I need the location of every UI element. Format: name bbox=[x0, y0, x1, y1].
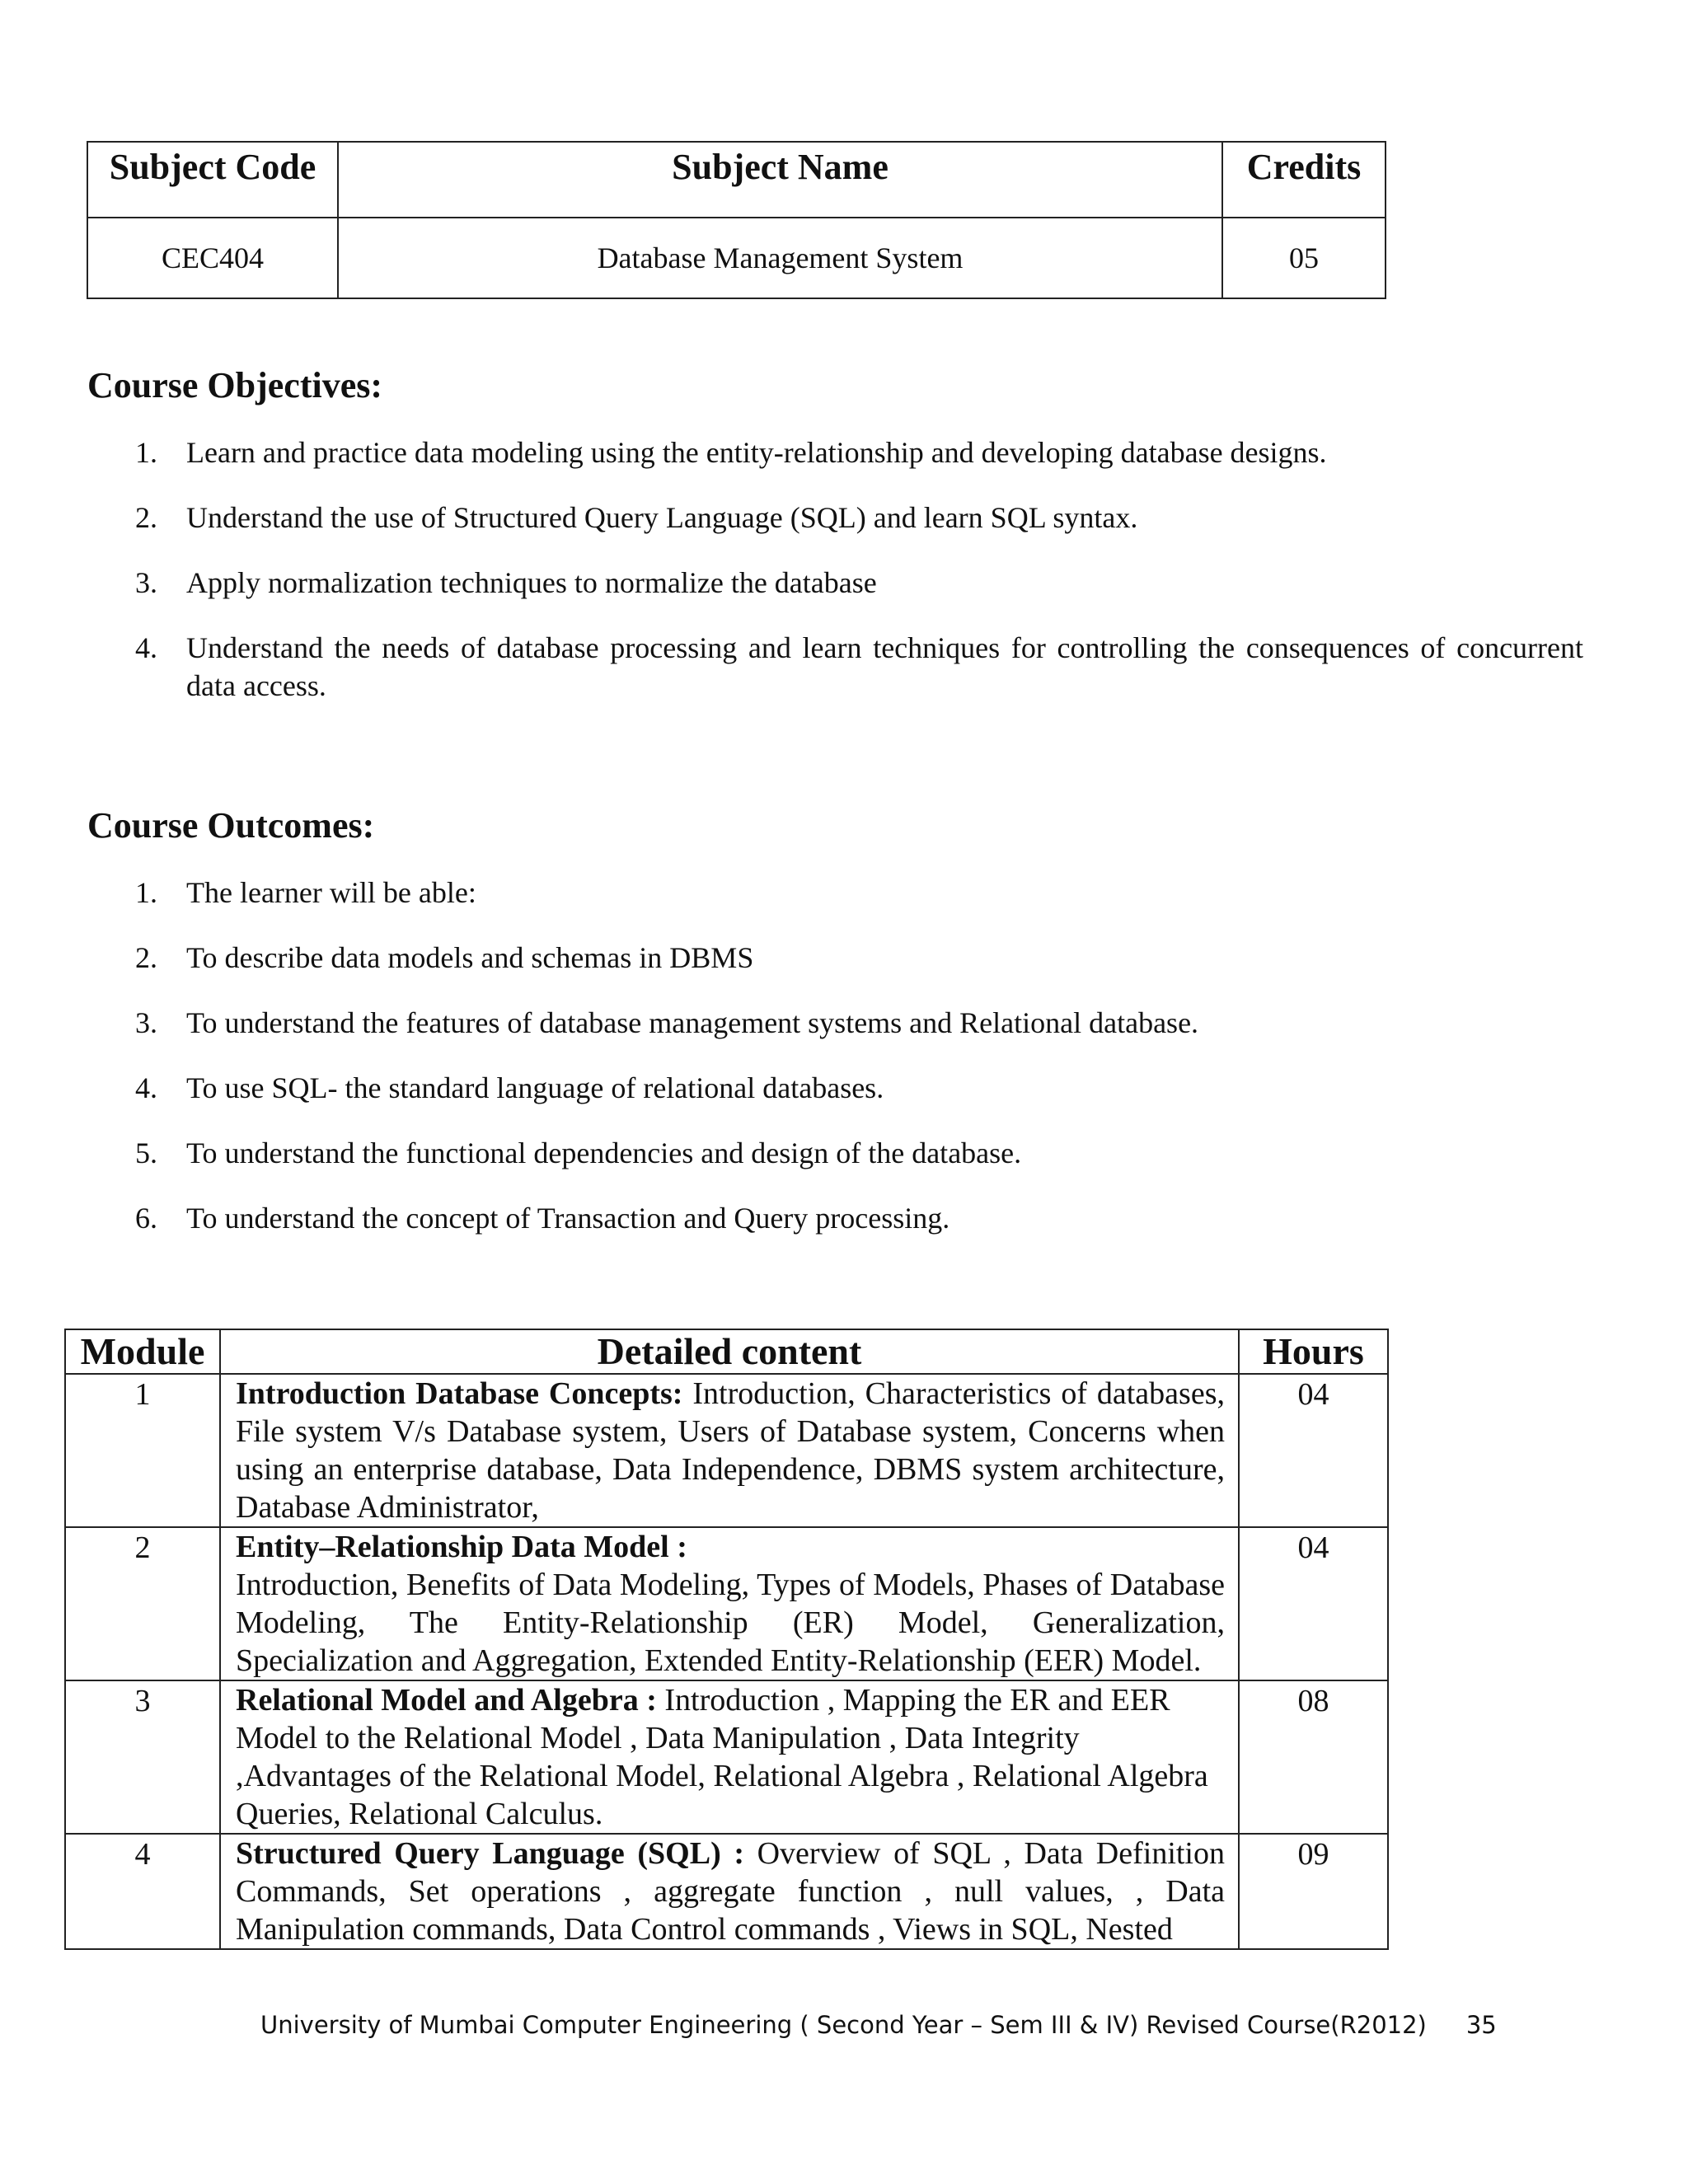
list-item bbox=[87, 1199, 1583, 1237]
list-text: The learner will be able: bbox=[186, 876, 476, 909]
module-table-header bbox=[65, 1329, 1388, 1374]
list-text: To understand the features of database management systems and Relational database. bbox=[186, 1006, 1199, 1039]
header-detailed-content: Detailed content bbox=[220, 1329, 1239, 1374]
list-item bbox=[87, 629, 1583, 705]
table-row bbox=[65, 1680, 1388, 1834]
list-number: 5. bbox=[135, 1137, 157, 1169]
module-content bbox=[220, 1374, 1239, 1527]
module-heading: Structured Query Language (SQL) : bbox=[236, 1836, 744, 1871]
course-outcomes-title: Course Outcomes: bbox=[87, 805, 375, 846]
list-number: 4. bbox=[135, 631, 157, 664]
list-number: 2. bbox=[135, 941, 157, 974]
module-text: Overview of SQL , Data Definition Commands, Set operations , aggregate function , null values, , Data Manipulation commands, Data Control commands , Views in SQL, Nested bbox=[236, 1836, 1225, 1947]
module-number: 1 bbox=[65, 1374, 220, 1527]
list-text: To understand the functional dependencies and design of the database. bbox=[186, 1137, 1022, 1169]
course-objectives-list bbox=[87, 434, 1583, 705]
course-outcomes-list bbox=[87, 874, 1583, 1237]
module-hours: 08 bbox=[1239, 1680, 1388, 1834]
module-text: Introduction, Characteristics of databases, File system V/s Database system, Users of Database system, Concerns when using an enterprise database, Data Independence, DBMS system architecture, Database Administrator, bbox=[236, 1376, 1225, 1525]
module-heading: Introduction Database Concepts: bbox=[236, 1376, 683, 1411]
list-item bbox=[87, 1004, 1583, 1042]
module-hours: 04 bbox=[1239, 1527, 1388, 1680]
module-text: Introduction, Benefits of Data Modeling, Types of Models, Phases of Database Modeling, The Entity-Relationship (ER) Model, Generalization, Specialization and Aggregation, Extended Entity-Relationship (EER) Model. bbox=[236, 1568, 1225, 1678]
list-item bbox=[87, 434, 1583, 471]
module-number: 3 bbox=[65, 1680, 220, 1834]
subject-credits: 05 bbox=[1222, 218, 1386, 298]
list-item bbox=[87, 1069, 1583, 1107]
list-item bbox=[87, 1134, 1583, 1172]
subject-table-row bbox=[87, 218, 1386, 298]
table-row bbox=[65, 1374, 1388, 1527]
module-hours: 09 bbox=[1239, 1834, 1388, 1949]
subject-table-header bbox=[87, 142, 1386, 218]
list-text: To understand the concept of Transaction and Query processing. bbox=[186, 1202, 950, 1235]
list-number: 2. bbox=[135, 501, 157, 534]
list-number: 3. bbox=[135, 1006, 157, 1039]
list-number: 1. bbox=[135, 436, 157, 469]
list-text: To use SQL- the standard language of relational databases. bbox=[186, 1071, 884, 1104]
list-text: Understand the use of Structured Query Language (SQL) and learn SQL syntax. bbox=[186, 501, 1138, 534]
module-heading: Relational Model and Algebra : bbox=[236, 1683, 657, 1718]
list-item bbox=[87, 939, 1583, 977]
header-credits: Credits bbox=[1222, 142, 1386, 218]
list-item bbox=[87, 874, 1583, 912]
list-item bbox=[87, 499, 1583, 537]
header-hours: Hours bbox=[1239, 1329, 1388, 1374]
module-number: 4 bbox=[65, 1834, 220, 1949]
module-content bbox=[220, 1527, 1239, 1680]
module-table bbox=[64, 1329, 1389, 1950]
list-text: Learn and practice data modeling using the entity-relationship and developing database designs. bbox=[186, 436, 1327, 469]
course-objectives-title: Course Objectives: bbox=[87, 365, 383, 405]
module-heading: Entity–Relationship Data Model : bbox=[236, 1530, 687, 1564]
module-content bbox=[220, 1680, 1239, 1834]
list-number: 6. bbox=[135, 1202, 157, 1235]
list-item bbox=[87, 564, 1583, 602]
list-text: Apply normalization techniques to normalize the database bbox=[186, 566, 877, 599]
footer-text: University of Mumbai Computer Engineering ( Second Year – Sem III & IV) Revised Course(R2012) bbox=[260, 2011, 1427, 2039]
table-row bbox=[65, 1527, 1388, 1680]
list-number: 1. bbox=[135, 876, 157, 909]
module-number: 2 bbox=[65, 1527, 220, 1680]
header-subject-code: Subject Code bbox=[87, 142, 338, 218]
list-text: Understand the needs of database processing and learn techniques for controlling the consequences of concurrent data access. bbox=[186, 631, 1583, 702]
list-number: 4. bbox=[135, 1071, 157, 1104]
list-text: To describe data models and schemas in DBMS bbox=[186, 941, 754, 974]
page-footer bbox=[260, 2011, 1497, 2039]
subject-table bbox=[87, 141, 1386, 299]
module-hours: 04 bbox=[1239, 1374, 1388, 1527]
header-subject-name: Subject Name bbox=[338, 142, 1222, 218]
list-number: 3. bbox=[135, 566, 157, 599]
page-number: 35 bbox=[1465, 2011, 1497, 2039]
module-content bbox=[220, 1834, 1239, 1949]
module-text: Introduction , Mapping the ER and EER Model to the Relational Model , Data Manipulation , Data Integrity ,Advantages of the Relational Model, Relational Algebra , Relational Algebra Queries, Relational Calculus. bbox=[236, 1683, 1208, 1831]
header-module: Module bbox=[65, 1329, 220, 1374]
table-row bbox=[65, 1834, 1388, 1949]
subject-code: CEC404 bbox=[87, 218, 338, 298]
subject-name: Database Management System bbox=[338, 218, 1222, 298]
